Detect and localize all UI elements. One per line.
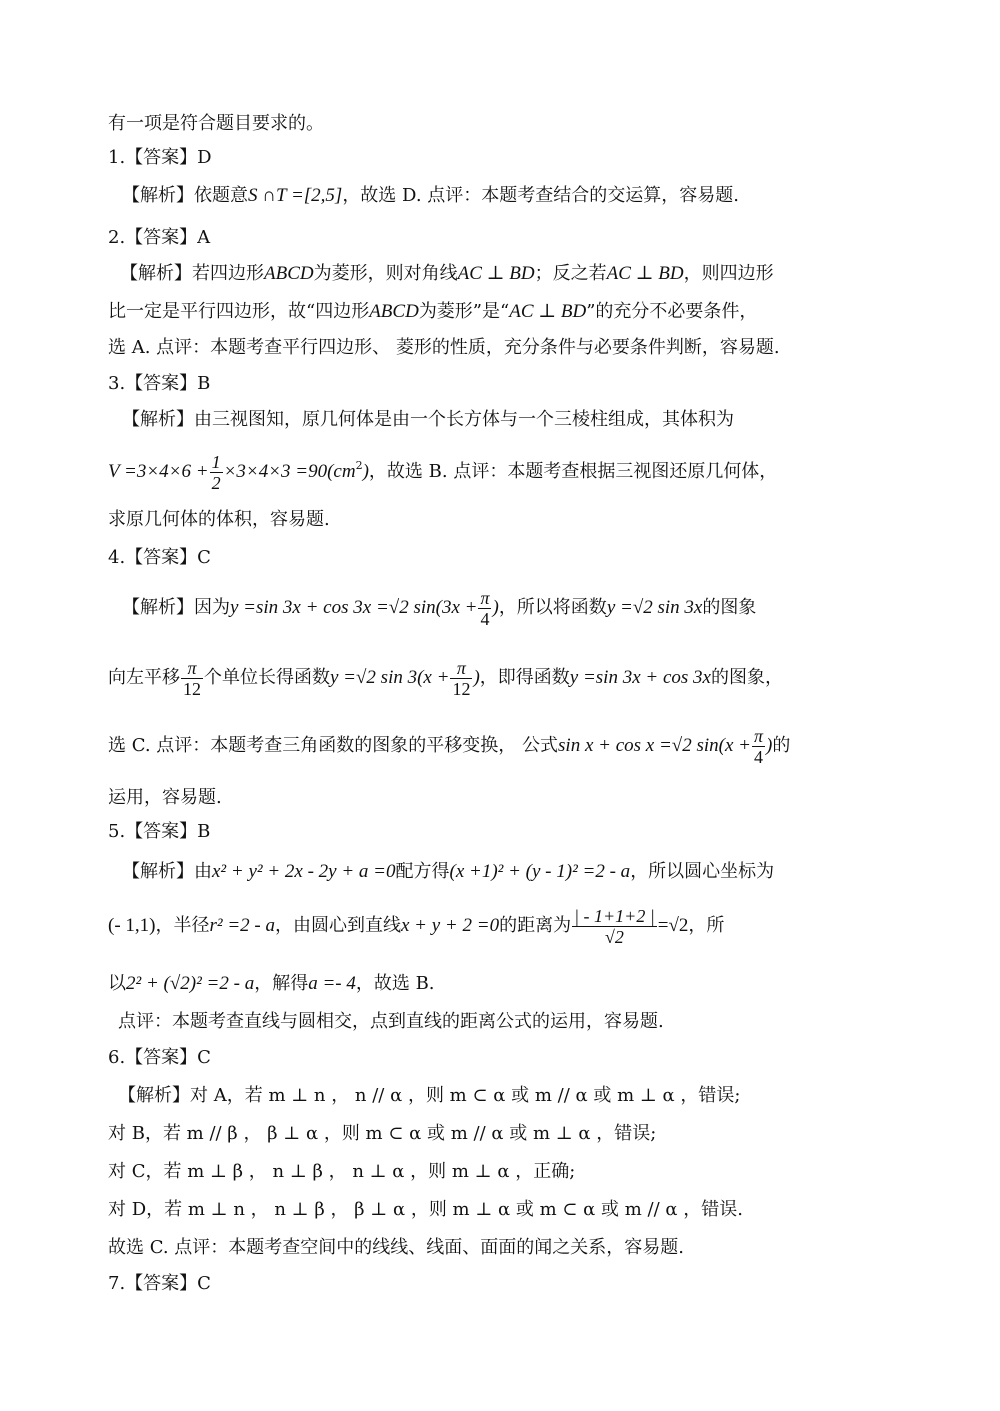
analysis-3-line-3: 求原几何体的体积，容易题. xyxy=(108,509,330,530)
math-expr: a =- 4 xyxy=(308,973,356,994)
fraction-pi-12: $\frac{\pi}{12}$ xyxy=(452,657,471,699)
fraction-pi-4: $\frac{\pi}{4}$ xyxy=(480,587,490,629)
analysis-4-line-4: 运用，容易题. xyxy=(108,787,222,808)
math-expr: y =√2 sin 3(x + xyxy=(330,667,450,688)
analysis-2-line-1: 【解析】若四边形ABCD为菱形，则对角线AC ⊥ BD；反之若AC ⊥ BD，则四边形 xyxy=(120,263,774,284)
answer-heading-2: 2.【答案】A xyxy=(108,227,211,248)
analysis-6-line-3: 对 C，若 m ⊥ β ， n ⊥ β ， n ⊥ α ，则 m ⊥ α ，正确; xyxy=(108,1161,576,1182)
analysis-2-line-2: 比一定是平行四边形，故“四边形ABCD为菱形”是“AC ⊥ BD”的充分不必要条件， xyxy=(108,301,758,322)
math-expr: y =sin 3x + cos 3x =√2 sin(3x + xyxy=(230,597,478,618)
math-expr: S ∩T =[2,5] xyxy=(248,185,343,206)
analysis-3-line-2: V =3×4×6 + $\frac{1}{2}$ $\times 3\times 4\times 3 =90(cm^2)$，故选 B. 点评：本题考查根据三视图还原几何体， xyxy=(108,451,778,493)
analysis-3-line-1: 【解析】由三视图知，原几何体是由一个长方体与一个三棱柱组成，其体积为 xyxy=(122,409,734,430)
analysis-1: 【解析】依题意S ∩T =[2,5]，故选 D. 点评：本题考查结合的交运算，容易题. xyxy=(122,185,739,206)
analysis-4-line-1: 【解析】因为y =sin 3x + cos 3x =√2 sin(3x + $\frac{\pi}{4}$ )，所以将函数y =√2 sin 3x的图象 xyxy=(122,587,757,629)
math-expr: y =sin 3x + cos 3x xyxy=(569,667,711,688)
analysis-5-line-1: 【解析】由x² + y² + 2x - 2y + a =0配方得(x +1)² + (y - 1)² =2 - a，所以圆心坐标为 xyxy=(122,861,775,882)
fraction-pi-4: $\frac{\pi}{4}$ xyxy=(753,725,763,767)
answer-heading-3: 3.【答案】B xyxy=(108,373,211,394)
math-expr: AC ⊥ BD xyxy=(457,263,535,284)
analysis-6-line-5: 故选 C. 点评：本题考查空间中的线线、线面、面面的闻之关系，容易题. xyxy=(108,1237,685,1258)
math-expr: AC ⊥ BD xyxy=(509,301,587,322)
fraction-pi-12: $\frac{\pi}{12}$ xyxy=(183,657,201,699)
answer-heading-1: 1.【答案】D xyxy=(108,147,212,168)
math-expr: (- 1,1) xyxy=(108,915,156,936)
math-expr: 2² + (√2)² =2 - a xyxy=(126,973,255,994)
math-expr: V =3×4×6 + xyxy=(108,461,209,482)
fraction-distance: $\frac{| - 1+1+2 |}{√2}$ xyxy=(574,905,655,947)
math-expr: ×3×4×3 =90(cm xyxy=(223,461,356,482)
intro-line: 有一项是符合题目要求的。 xyxy=(108,113,324,134)
analysis-6-line-2: 对 B，若 m // β ， β ⊥ α ，则 m ⊂ α 或 m // α 或 m ⊥ α ，错误; xyxy=(108,1123,657,1144)
math-expr: x² + y² + 2x - 2y + a =0 xyxy=(212,861,396,882)
math-expr: x + y + 2 =0 xyxy=(400,915,500,936)
answer-heading-7: 7.【答案】C xyxy=(108,1273,211,1294)
math-expr: ABCD xyxy=(264,263,314,284)
math-expr: sin x + cos x =√2 sin(x + xyxy=(558,735,751,756)
analysis-2-line-3: 选 A. 点评：本题考查平行四边形、 菱形的性质，充分条件与必要条件判断，容易题. xyxy=(108,337,780,358)
analysis-6-line-4: 对 D，若 m ⊥ n ， n ⊥ β ， β ⊥ α ，则 m ⊥ α 或 m ⊂ α 或 m // α ，错误. xyxy=(108,1199,744,1220)
analysis-5-line-2: (- 1,1)，半径r² =2 - a，由圆心到直线x + y + 2 =0的距离为 $\frac{| - 1+1+2 |}{√2}$ =√2，所 xyxy=(108,905,725,947)
analysis-4-line-2: 向左平移 $\frac{\pi}{12}$ 个单位长得函数y =√2 sin 3(x + $\frac{\pi}{12}$ )，即得函数y =sin 3x + cos 3x的图象， xyxy=(108,657,783,699)
answer-heading-6: 6.【答案】C xyxy=(108,1047,211,1068)
analysis-5-line-3: 以2² + (√2)² =2 - a，解得a =- 4，故选 B. xyxy=(108,973,435,994)
analysis-5-line-4: 点评：本题考查直线与圆相交，点到直线的距离公式的运用，容易题. xyxy=(118,1011,664,1032)
math-expr: AC ⊥ BD xyxy=(606,263,684,284)
math-expr: ABCD xyxy=(369,301,419,322)
analysis-4-line-3: 选 C. 点评：本题考查三角函数的图象的平移变换， 公式sin x + cos x =√2 sin(x + $\frac{\pi}{4}$ )的 xyxy=(108,725,791,767)
answer-heading-4: 4.【答案】C xyxy=(108,547,211,568)
math-expr: r² =2 - a xyxy=(209,915,275,936)
answer-heading-5: 5.【答案】B xyxy=(108,821,211,842)
fraction-half: $\frac{1}{2}$ xyxy=(211,451,221,493)
analysis-6-line-1: 【解析】对 A，若 m ⊥ n ， n // α ，则 m ⊂ α 或 m // α 或 m ⊥ α ，错误; xyxy=(118,1085,741,1106)
math-expr: (x +1)² + (y - 1)² =2 - a xyxy=(449,861,631,882)
math-expr: y =√2 sin 3x xyxy=(606,597,703,618)
